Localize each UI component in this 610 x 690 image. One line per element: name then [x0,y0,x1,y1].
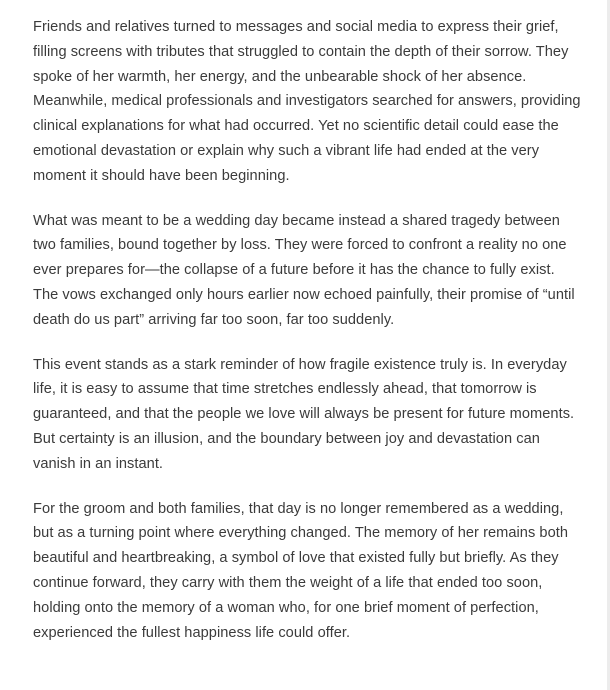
paragraph-turning-point: For the groom and both families, that day is no longer remembered as a wedding, but as a turning point where everything changed. The memory of her remains both beautiful and heartbreaking, a symbol of love that existed fully but briefly. As they continue forward, they carry with them the weight of a life that ended too soon, holding onto the memory of a woman who, for one brief moment of perfection, experienced the fullest happiness life could offer. [33,500,569,641]
paragraph-grief-tributes: Friends and relatives turned to messages and social media to express their grief, filling screens with tributes that struggled to contain the depth of their sorrow. They spoke of her warmth, her energy, and the unbearable shock of her absence. Meanwhile, medical professionals and investigators searched for answers, providing clinical explanations for what had occurred. Yet no scientific detail could ease the emotional devastation or explain why such a vibrant life had ended at the very moment it should have been beginning. [33,19,581,184]
article-body [33,15,581,665]
paragraph-wedding-day-tragedy: What was meant to be a wedding day became instead a shared tragedy between two families, bound together by loss. They were forced to confront a reality no one ever prepares for—the collapse of a future before it has the chance to fully exist. The vows exchanged only hours earlier now echoed painfully, their promise of “until death do us part” arriving far too soon, far too suddenly. [33,212,575,328]
paragraph-fragile-existence: This event stands as a stark reminder of how fragile existence truly is. In everyday life, it is easy to assume that time stretches endlessly ahead, that tomorrow is guaranteed, and that the people we love will always be present for future moments. But certainty is an illusion, and the boundary between joy and devastation can vanish in an instant. [33,356,575,472]
